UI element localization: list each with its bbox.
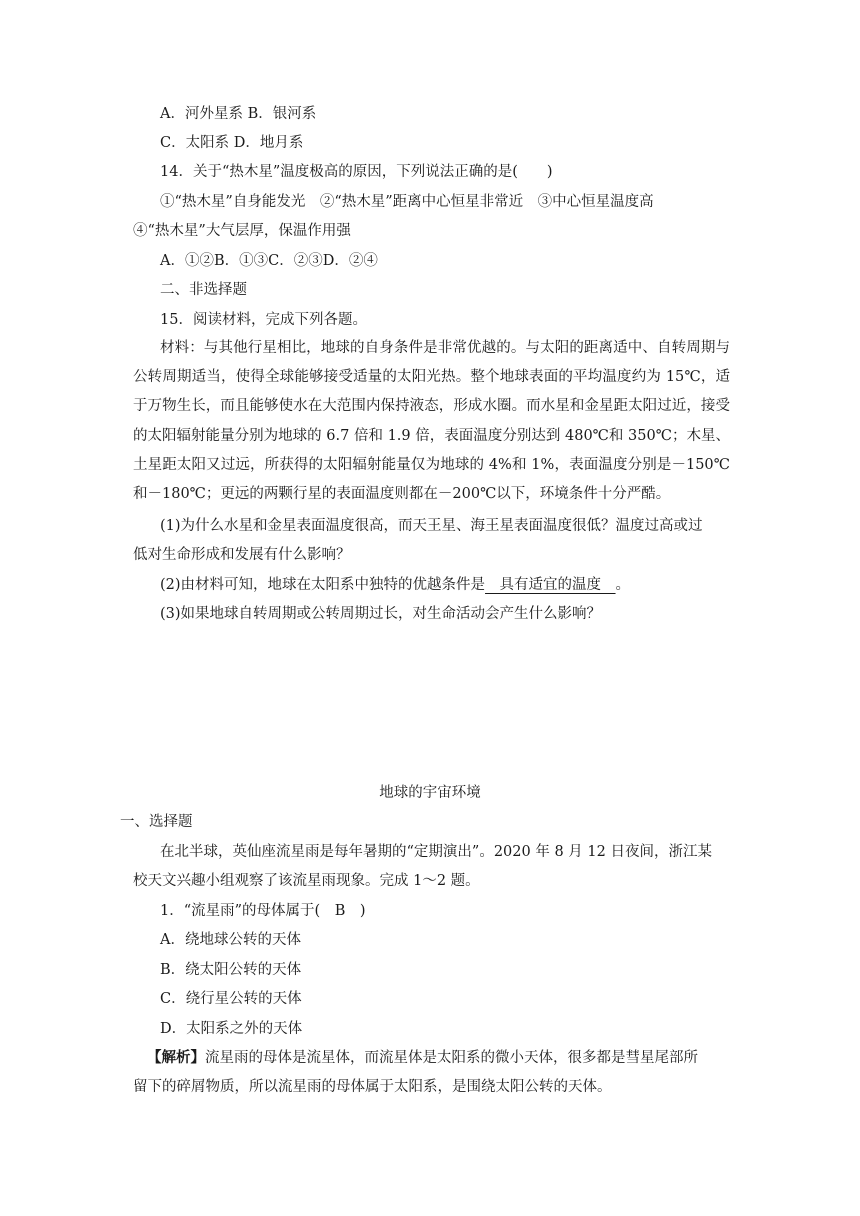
q15-stem: 15．阅读材料，完成下列各题。 — [160, 312, 367, 328]
q15-sub1-line1: (1)为什么水星和金星表面温度很高，而天王星、海王星表面温度很低？温度过高或过 — [160, 518, 703, 534]
q14-items-line2: ④“热木星”大气层厚，保温作用强 — [133, 223, 351, 239]
q14-items-line1: ①“热木星”自身能发光 ②“热木星”距离中心恒星非常近 ③中心恒星温度高 — [160, 194, 654, 210]
q15-material: 材料：与其他行星相比，地球的自身条件是非常优越的。与太阳的距离适中、自转周期与公转周期适当，使得全球能够接受适量的太阳光热。整个地球表面的平均温度约为 15℃，适于万物生长，而且能够使水在大范围内保持液态，形成水圈。而水星和金星距太阳过近，接受的太阳辐射能量分别为地球的 6.7 倍和 1.9 倍，表面温度分别达到 480℃和 350℃；木星、土星距太阳又过远，所获得的太阳辐射能量仅为地球的 4%和 1%，表面温度分别是－150℃和－180℃；更远的两颗行星的表面温度则都在－200℃以下，环境条件十分严酷。 — [133, 340, 730, 503]
q13-option-cd: C．太阳系 D．地月系 — [160, 135, 304, 151]
q15-sub2-answer: 具有适宜的温度 — [485, 577, 616, 593]
analysis-line1 — [133, 1048, 698, 1068]
q1-option-d: D．太阳系之外的天体 — [160, 1021, 303, 1037]
section-heading-choice: 一、选择题 — [120, 814, 193, 830]
intro-line1: 在北半球，英仙座流星雨是每年暑期的“定期演出”。2020 年 8 月 12 日夜间，浙江某 — [160, 844, 712, 860]
q15-sub2 — [160, 575, 630, 595]
analysis-text1: 流星雨的母体是流星体，而流星体是太阳系的微小天体，很多都是彗星尾部所 — [205, 1050, 698, 1066]
q1-option-a: A．绕地球公转的天体 — [160, 932, 301, 948]
analysis-line2: 留下的碎屑物质，所以流星雨的母体属于太阳系，是围绕太阳公转的天体。 — [133, 1079, 612, 1095]
q1-option-b: B．绕太阳公转的天体 — [160, 962, 302, 978]
q15-sub2-suffix: 。 — [615, 577, 631, 593]
q1-stem: 1．“流星雨”的母体属于( B ) — [160, 903, 366, 919]
q15-sub2-prefix: (2)由材料可知，地球在太阳系中独特的优越条件是 — [160, 577, 486, 593]
analysis-label: 【解析】 — [147, 1049, 205, 1066]
q15-sub3: (3)如果地球自转周期或公转周期过长，对生命活动会产生什么影响？ — [160, 606, 602, 622]
q15-sub1-line2: 低对生命形成和发展有什么影响？ — [133, 547, 351, 563]
lesson-title: 地球的宇宙环境 — [379, 785, 481, 801]
q13-option-ab: A．河外星系 B．银河系 — [160, 106, 317, 122]
intro-line2: 校天文兴趣小组观察了该流星雨现象。完成 1～2 题。 — [133, 873, 480, 889]
q14-stem: 14．关于“热木星”温度极高的原因，下列说法正确的是( ) — [160, 164, 553, 180]
q1-option-c: C．绕行星公转的天体 — [160, 991, 302, 1007]
q14-options: A．①②B．①③C．②③D．②④ — [160, 253, 378, 269]
section-heading-nonchoice: 二、非选择题 — [160, 282, 247, 298]
